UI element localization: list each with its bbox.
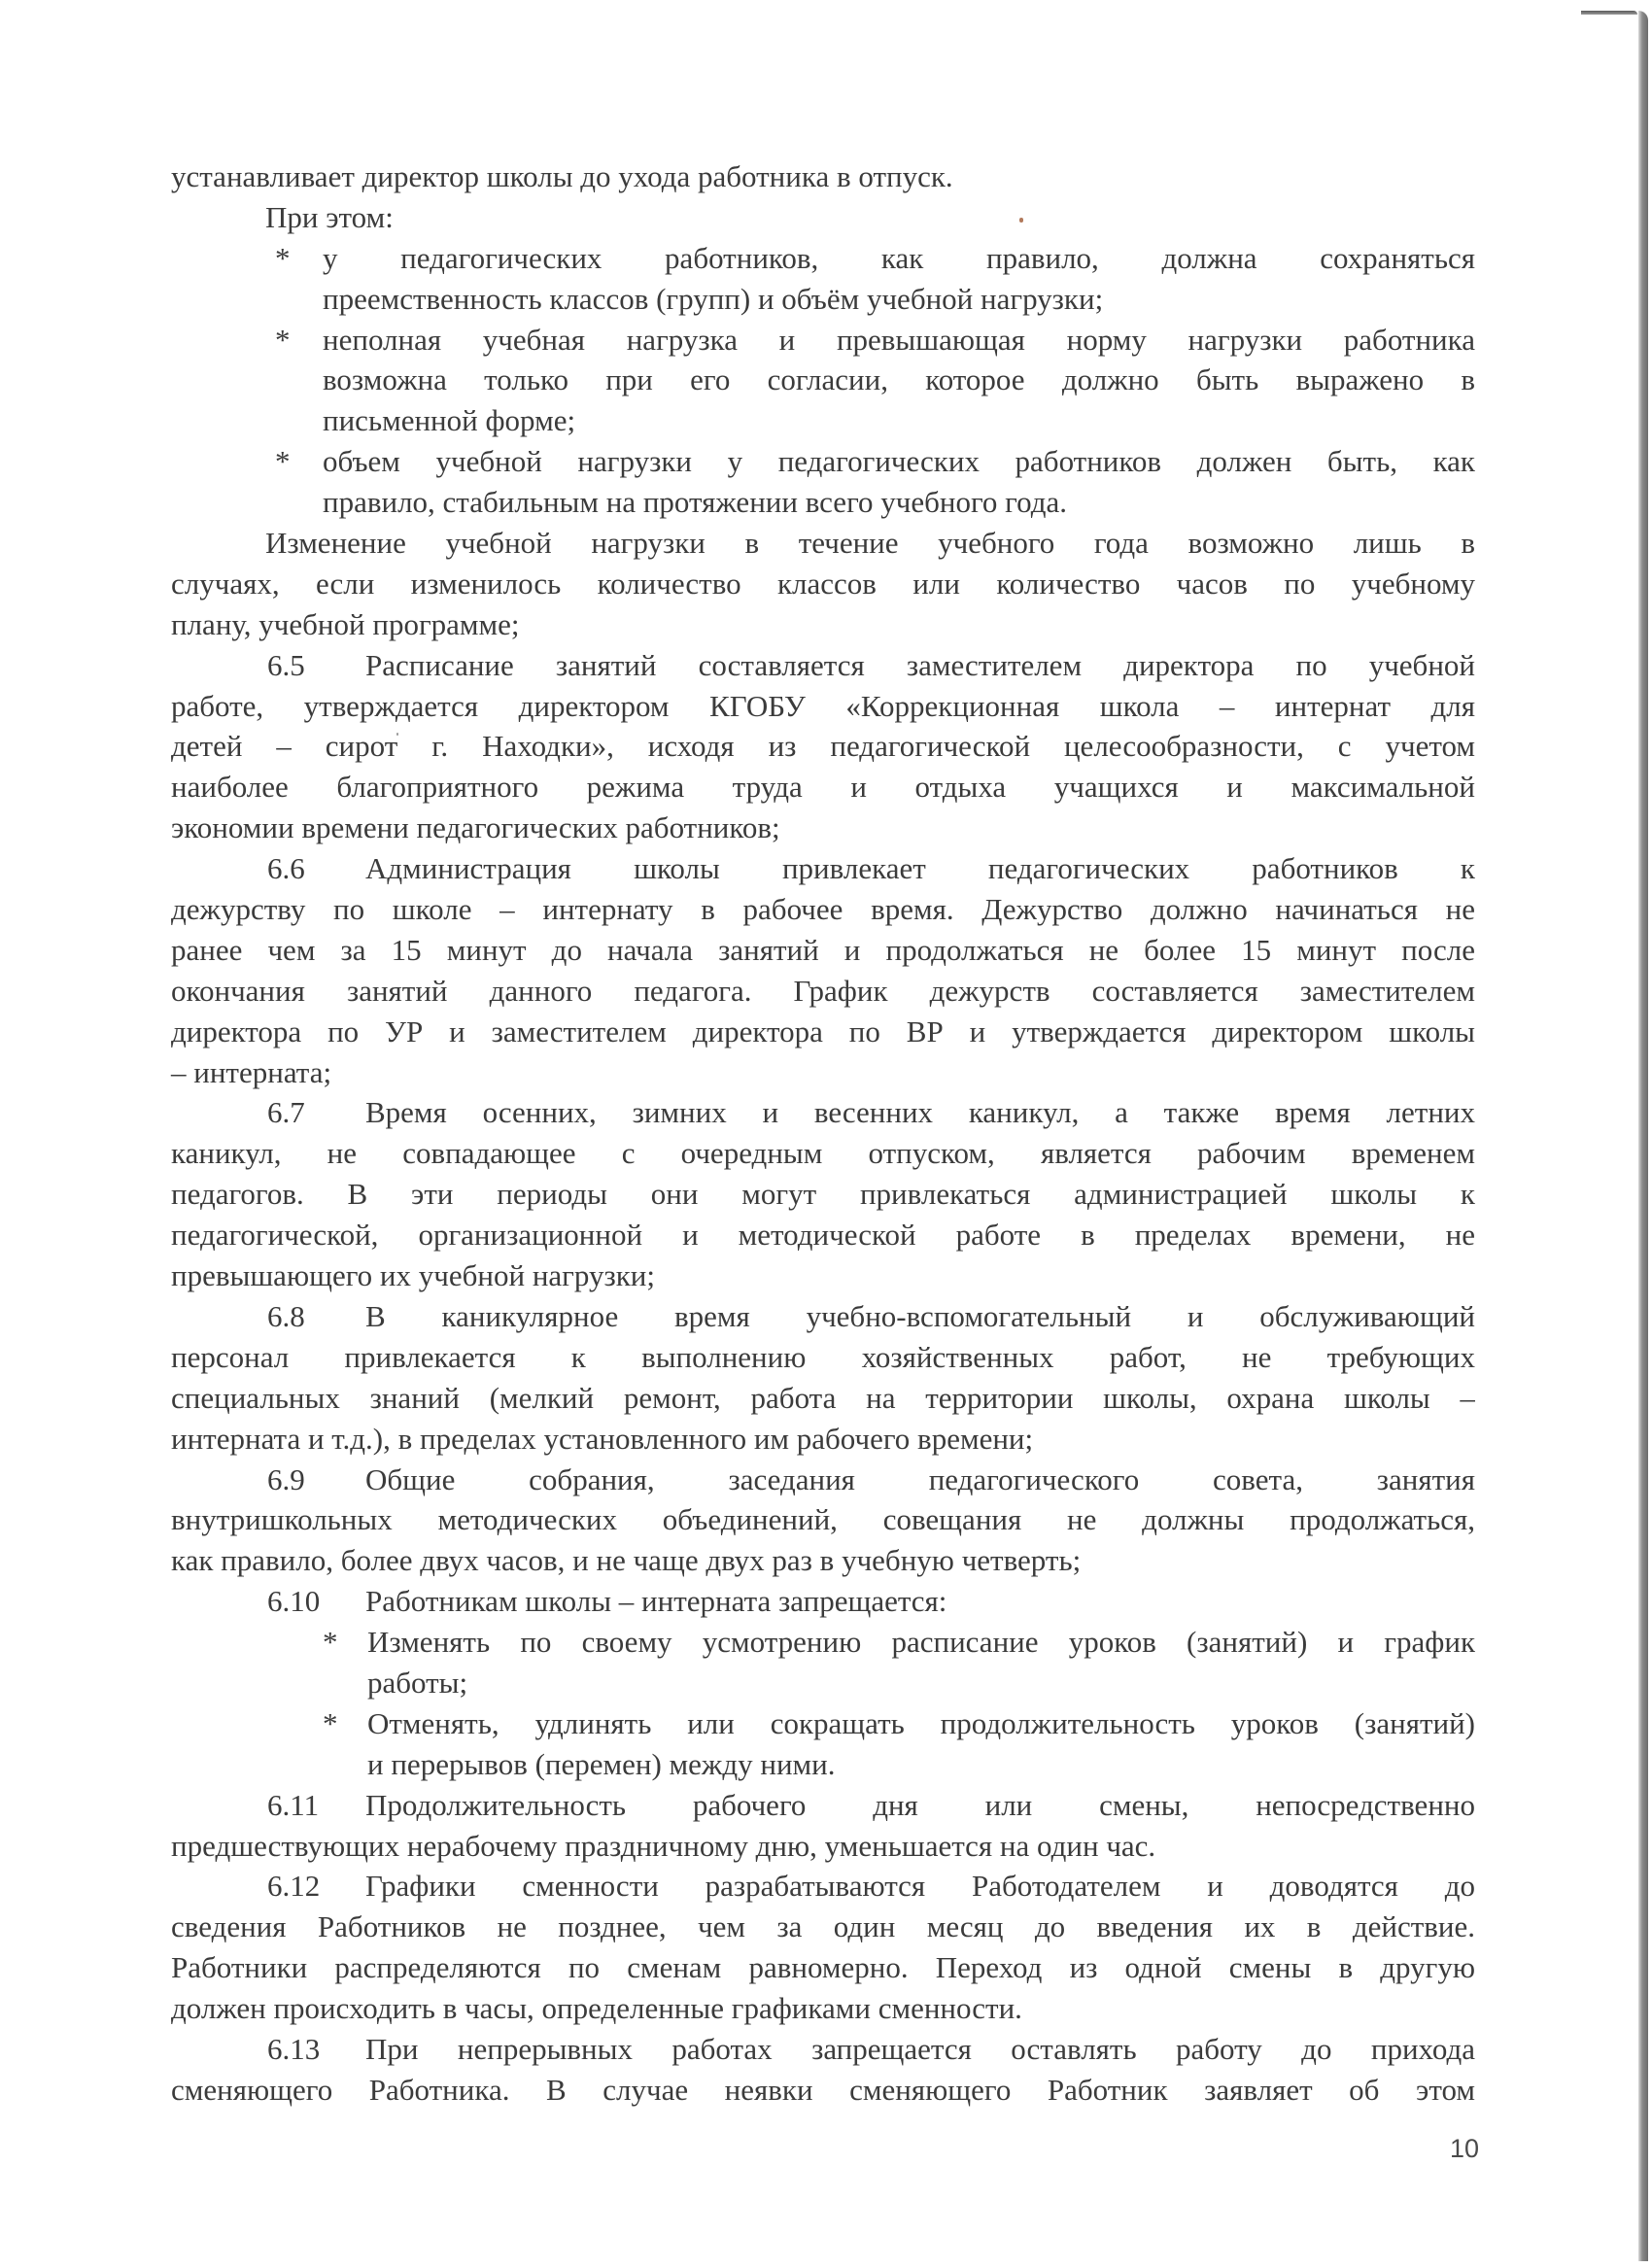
text-line: – интерната;: [171, 1054, 332, 1089]
paragraph: [171, 523, 1475, 645]
section-6-7: [171, 1092, 1475, 1295]
text-line: сведения Работников не позднее, чем за один месяц до введения их в действие.: [171, 1909, 1475, 1944]
page-number: 10: [1450, 2134, 1480, 2163]
text-line: 6.9 Общие собрания, заседания педагогического совета, занятия: [171, 1460, 1475, 1500]
text-line: как правило, более двух часов, и не чаще двух раз в учебную четверть;: [171, 1543, 1082, 1578]
text-line: устанавливает директор школы до ухода работника в отпуск.: [171, 159, 953, 193]
document-body: [171, 156, 1475, 2111]
text-line: внутришкольных методических объединений, совещания не должны продолжаться,: [171, 1502, 1475, 1537]
text-line: дежурству по школе – интернату в рабочее время. Дежурство должно начинаться не: [171, 892, 1475, 927]
bullet-marker: *: [323, 1625, 338, 1660]
text-line: работы;: [367, 1665, 468, 1700]
section-number: 6.5: [267, 647, 305, 682]
text-line: * неполная учебная нагрузка и превышающая норму нагрузки работника: [171, 320, 1475, 361]
text-line: * у педагогических работников, как правило, должна сохраняться: [171, 238, 1475, 279]
text-line: детей – сирот г. Находки», исходя из педагогической целесообразности, с учетом: [171, 729, 1475, 764]
text-line: педагогов. В эти периоды они могут привлекаться администрацией школы к: [171, 1177, 1475, 1212]
text-line: специальных знаний (мелкий ремонт, работа на территории школы, охрана школы –: [171, 1380, 1475, 1415]
text-line: случаях, если изменилось количество классов или количество часов по учебному: [171, 566, 1475, 601]
text-line: и перерывов (перемен) между ними.: [367, 1746, 836, 1781]
text-line: Работники распределяются по сменам равномерно. Переход из одной смены в другую: [171, 1950, 1475, 1985]
bullet-marker: *: [275, 322, 291, 357]
bullet-marker: *: [323, 1705, 338, 1740]
bullet-item: [171, 441, 1475, 523]
section-6-6: [171, 848, 1475, 1092]
text-line: окончания занятий данного педагога. График дежурств составляется заместителем: [171, 973, 1475, 1008]
text-line: * объем учебной нагрузки у педагогических работников должен быть, как: [171, 441, 1475, 482]
text-line: экономии времени педагогических работников;: [171, 810, 780, 845]
text-line: персонал привлекается к выполнению хозяйственных работ, не требующих: [171, 1339, 1475, 1374]
text-line: превышающего их учебной нагрузки;: [171, 1258, 655, 1293]
bullet-list: [171, 238, 1475, 523]
bullet-item: [171, 1622, 1475, 1703]
section-6-12: [171, 1866, 1475, 2029]
text-line: * Изменять по своему усмотрению расписание уроков (занятий) и график: [171, 1622, 1475, 1663]
text-line: 6.13 При непрерывных работах запрещается оставлять работу до прихода: [171, 2029, 1475, 2070]
text-line: наиболее благоприятного режима труда и отдыха учащихся и максимальной: [171, 770, 1475, 805]
text-line: При этом:: [265, 199, 394, 234]
text-line: 6.5 Расписание занятий составляется заместителем директора по учебной: [171, 645, 1475, 686]
section-6-11: [171, 1785, 1475, 1867]
text-line: предшествующих нерабочему праздничному дню, уменьшается на один час.: [171, 1828, 1156, 1863]
text-line: 6.8 В каникулярное время учебно-вспомогательный и обслуживающий: [171, 1296, 1475, 1337]
section-number: 6.9: [267, 1461, 305, 1496]
bullet-marker: *: [275, 444, 291, 479]
text-line: работе, утверждается директором КГОБУ «Коррекционная школа – интернат для: [171, 688, 1475, 723]
bullet-item: [171, 238, 1475, 320]
section-number: 6.8: [267, 1298, 305, 1333]
section-number: 6.13: [267, 2031, 321, 2066]
text-line: должен происходить в часы, определенные графиками сменности.: [171, 1991, 1022, 2026]
section-number: 6.11: [267, 1787, 320, 1822]
text-line: возможна только при его согласии, которое должно быть выражено в: [323, 362, 1475, 397]
section-6-13: [171, 2029, 1475, 2111]
section-number: 6.7: [267, 1095, 305, 1130]
text-line: преемственность классов (групп) и объём учебной нагрузки;: [323, 281, 1104, 316]
text-line: письменной форме;: [323, 403, 576, 438]
section-number: 6.10: [267, 1584, 321, 1619]
text-line: интерната и т.д.), в пределах установленного им рабочего времени;: [171, 1421, 1034, 1456]
text-line: педагогической, организационной и методической работе в пределах времени, не: [171, 1218, 1475, 1253]
text-line: 6.12 Графики сменности разрабатываются Работодателем и доводятся до: [171, 1866, 1475, 1907]
section-6-5: [171, 645, 1475, 848]
text-line: сменяющего Работника. В случае неявки сменяющего Работник заявляет об этом: [171, 2072, 1475, 2107]
text-line: 6.10 Работникам школы – интерната запрещается:: [171, 1581, 1475, 1622]
text-line: 6.6 Администрация школы привлекает педагогических работников к: [171, 848, 1475, 889]
text-line: каникул, не совпадающее с очередным отпуском, является рабочим временем: [171, 1136, 1475, 1171]
bullet-item: [171, 1703, 1475, 1785]
scan-edge-top: [1581, 11, 1637, 15]
text-line: * Отменять, удлинять или сокращать продолжительность уроков (занятий): [171, 1703, 1475, 1744]
section-6-10: [171, 1581, 1475, 1784]
text-line: 6.11 Продолжительность рабочего дня или смены, непосредственно: [171, 1785, 1475, 1826]
section-number: 6.12: [267, 1869, 321, 1904]
scan-edge-right: [1638, 11, 1648, 2261]
text-line: правило, стабильным на протяжении всего учебного года.: [323, 485, 1067, 520]
bullet-item: [171, 320, 1475, 442]
text-line: плану, учебной программе;: [171, 606, 520, 641]
text-line: 6.7 Время осенних, зимних и весенних каникул, а также время летних: [171, 1092, 1475, 1133]
bullet-marker: *: [275, 240, 291, 275]
text-line: ранее чем за 15 минут до начала занятий и продолжаться не более 15 минут после: [171, 932, 1475, 967]
section-number: 6.6: [267, 851, 305, 886]
section-6-9: [171, 1460, 1475, 1582]
text-line: Изменение учебной нагрузки в течение учебного года возможно лишь в: [265, 526, 1475, 561]
text-line: директора по УР и заместителем директора по ВР и утверждается директором школы: [171, 1014, 1475, 1048]
section-6-8: [171, 1296, 1475, 1460]
